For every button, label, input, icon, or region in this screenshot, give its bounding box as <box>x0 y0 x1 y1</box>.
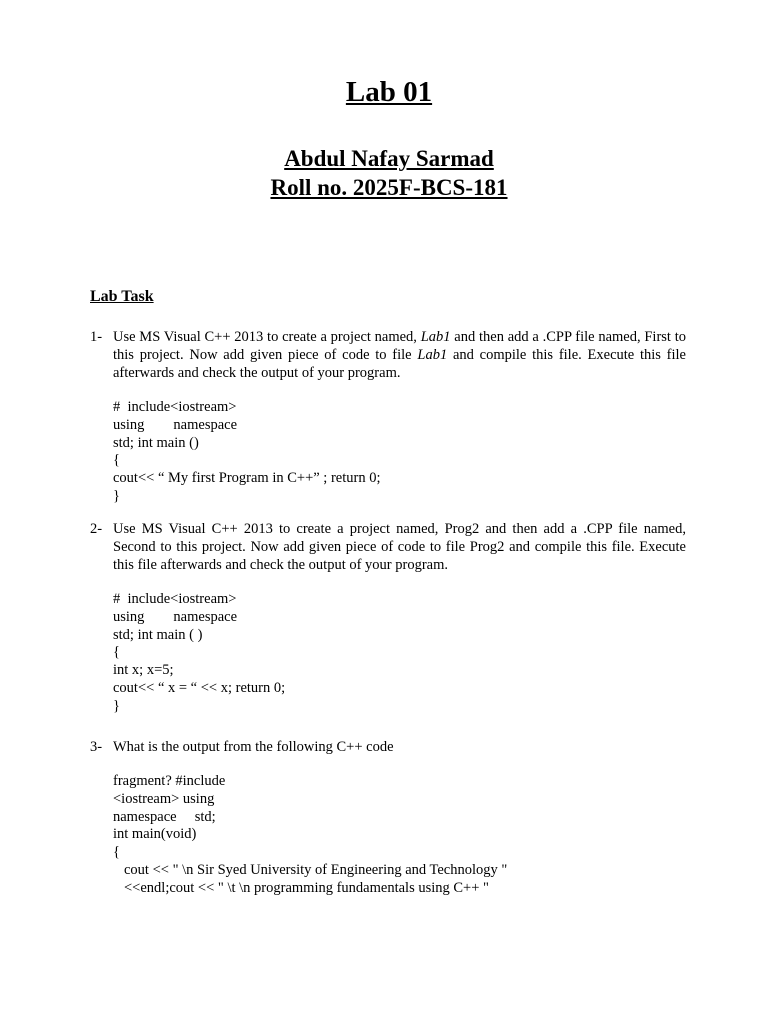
code-line: cout << " \n Sir Syed University of Engineering and Technology " <box>124 861 508 878</box>
section-heading-lab-task: Lab Task <box>90 288 154 305</box>
code-line: { <box>113 844 120 861</box>
code-line: { <box>113 452 120 469</box>
code-line: namespace std; <box>113 808 216 825</box>
task-description <box>113 328 686 382</box>
code-line: } <box>113 487 120 504</box>
student-name: Abdul Nafay Sarmad <box>284 146 494 171</box>
code-line: using namespace <box>113 608 238 625</box>
lab-title: Lab 01 <box>345 76 433 108</box>
task-text-italic: Lab1 <box>417 347 448 363</box>
code-line: <<endl;cout << " \t \n programming fundamentals using C++ " <box>124 879 489 896</box>
code-line: std; int main () <box>113 434 199 451</box>
task-number: 1- <box>90 329 103 345</box>
code-line: # include<iostream> <box>113 591 237 607</box>
task-1 <box>90 328 686 506</box>
code-line: cout<< “ x = “ << x; return 0; <box>113 679 286 696</box>
task-body <box>113 738 686 898</box>
code-line: <iostream> using <box>113 790 215 807</box>
task-body <box>113 520 686 716</box>
task-number: 2- <box>90 521 103 537</box>
task-text-italic: Lab1 <box>420 329 451 345</box>
code-line: int x; x=5; <box>113 662 174 679</box>
code-line: int main(void) <box>113 826 197 843</box>
code-block <box>113 399 686 506</box>
task-description: Use MS Visual C++ 2013 to create a project named, Prog2 and then add a .CPP file named, Second to this project. Now add given piece of code to file Prog2 and compile this file. Execute this file afterwards and check the output of your program. <box>113 521 686 573</box>
task-3 <box>90 738 686 898</box>
task-text-part: and then add a .CPP file named, First to this project. Now add given piece of code to file <box>113 329 686 363</box>
task-2 <box>90 520 686 716</box>
code-line: std; int main ( ) <box>113 626 203 643</box>
code-line: using namespace <box>113 416 238 433</box>
roll-number: Roll no. 2025F-BCS-181 <box>270 175 508 200</box>
task-text-part: Use MS Visual C++ 2013 to create a project named, <box>113 329 421 345</box>
code-line: { <box>113 644 120 661</box>
code-block <box>113 773 686 898</box>
code-line: cout<< “ My first Program in C++” ; return 0; <box>113 470 381 487</box>
task-number: 3- <box>90 739 103 755</box>
task-body <box>113 328 686 506</box>
task-text-part: and compile this file. Execute this file afterwards and check the output of your program. <box>113 347 686 381</box>
code-block <box>113 591 686 716</box>
code-line: } <box>113 697 120 714</box>
code-line: fragment? #include <box>113 773 226 789</box>
code-line: # include<iostream> <box>113 399 237 415</box>
task-description: What is the output from the following C++ code <box>113 739 394 755</box>
